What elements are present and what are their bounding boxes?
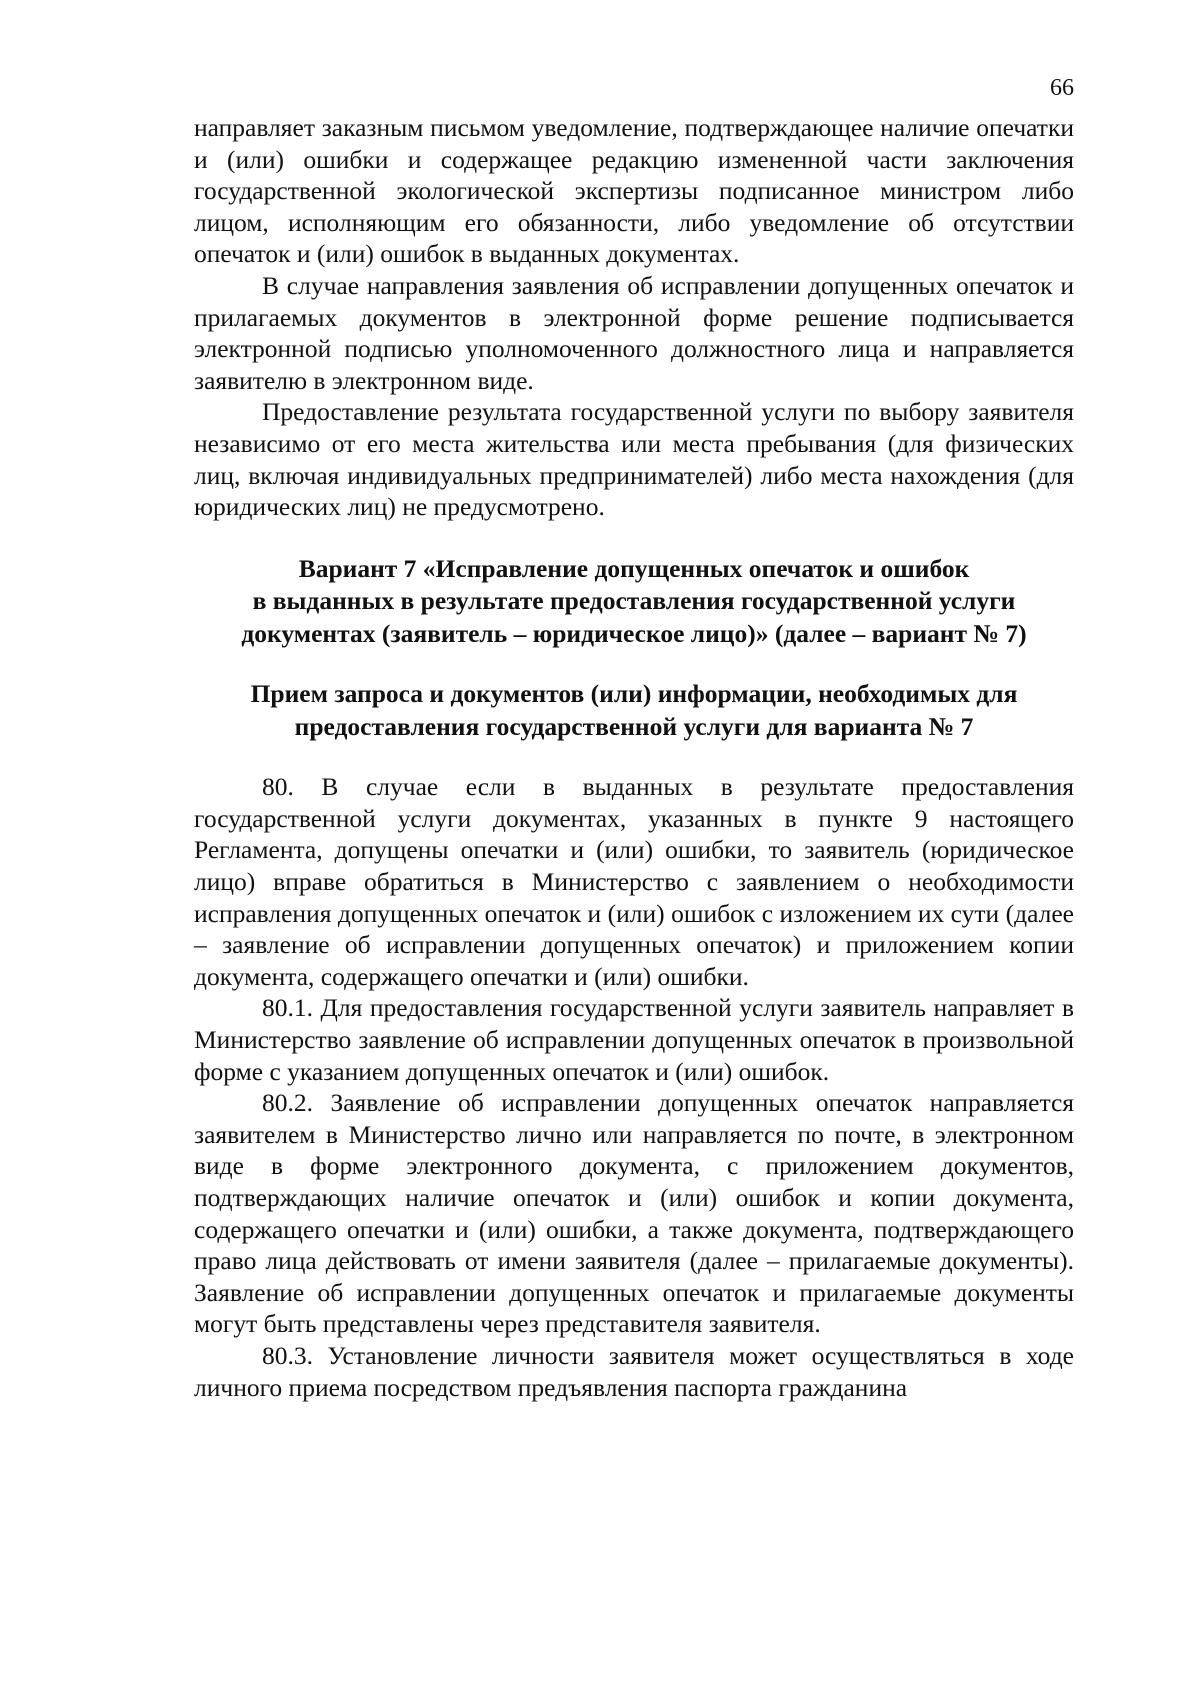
variant-heading-line: Вариант 7 «Исправление допущенных опечаток и ошибок (298, 553, 970, 583)
paragraph-80: 80. В случае если в выданных в результате предоставления государственной услуги документах, указанных в пункте 9 настоящего Регламента, допущены опечатки и (или) ошибки, то заявитель (юридическое лицо) вправе обратиться в Министерство с заявлением о необходимости исправления допущенных опечаток и (или) ошибок с изложением их сути (далее – заявление об исправлении допущенных опечаток) и приложением копии документа, содержащего опечатки и (или) ошибки. (194, 772, 1074, 991)
variant-heading (194, 553, 1074, 651)
paragraph-80-1: 80.1. Для предоставления государственной услуги заявитель направляет в Министерство заявление об исправлении допущенных опечаток в произвольной форме с указанием допущенных опечаток и (или) ошибок. (194, 993, 1074, 1086)
paragraph-notification: направляет заказным письмом уведомление, подтверждающее наличие опечатки и (или) ошибки и содержащее редакцию измененной части заключения государственной экологической экспертизы подписанное министром либо лицом, исполняющим его обязанности, либо уведомление об отсутствии опечаток и (или) ошибок в выданных документах. (194, 113, 1074, 269)
section-heading (194, 678, 1074, 743)
section-heading-line: предоставления государственной услуги для варианта № 7 (294, 711, 974, 741)
variant-heading-line: в выданных в результате предоставления государственной услуги (252, 586, 1016, 616)
paragraph-80-3: 80.3. Установление личности заявителя может осуществляться в ходе личного приема посредством предъявления паспорта гражданина (194, 1340, 1074, 1402)
paragraph-80-2: 80.2. Заявление об исправлении допущенных опечаток направляется заявителем в Министерство лично или направляется по почте, в электронном виде в форме электронного документа, с приложением документов, подтверждающих наличие опечаток и (или) ошибок и копии документа, содержащего опечатки и (или) ошибки, а также документа, подтверждающего право лица действовать от имени заявителя (далее – прилагаемые документы). Заявление об исправлении допущенных опечаток и прилагаемые документы могут быть представлены через представителя заявителя. (194, 1088, 1074, 1339)
paragraph-electronic-decision: В случае направления заявления об исправлении допущенных опечаток и прилагаемых документов в электронной форме решение подписывается электронной подписью уполномоченного должностного лица и направляется заявителю в электронном виде. (194, 270, 1074, 395)
variant-heading-line: документах (заявитель – юридическое лицо)» (далее – вариант № 7) (241, 618, 1027, 648)
paragraph-result-provision: Предоставление результата государственной услуги по выбору заявителя независимо от его места жительства или места пребывания (для физических лиц, включая индивидуальных предпринимателей) либо места нахождения (для юридических лиц) не предусмотрено. (194, 397, 1074, 522)
document-body (194, 112, 1074, 1403)
section-heading-line: Прием запроса и документов (или) информации, необходимых для (250, 679, 1018, 709)
page-number: 66 (1050, 75, 1074, 101)
